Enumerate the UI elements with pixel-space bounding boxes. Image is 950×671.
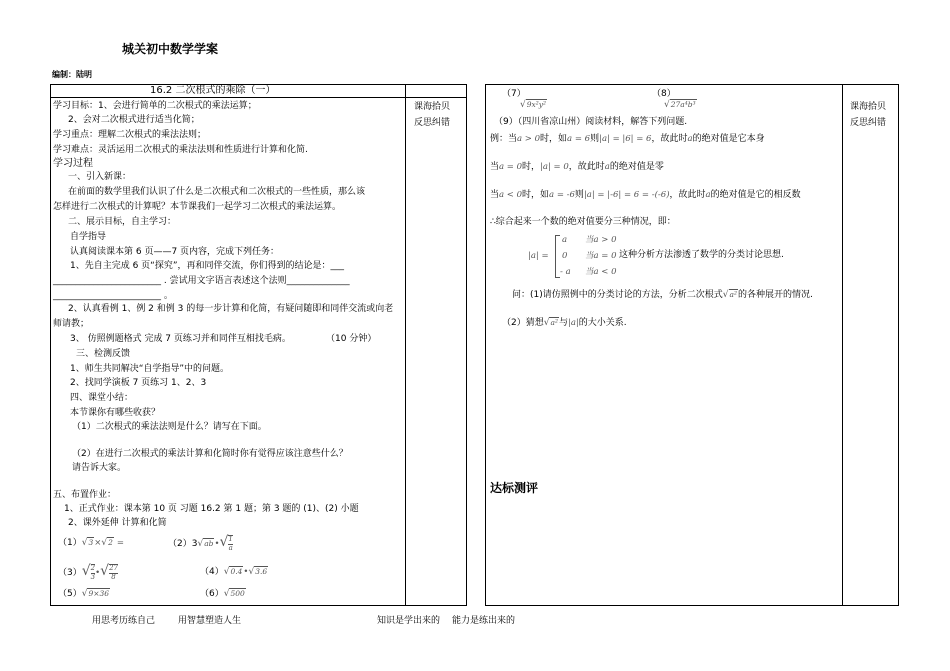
radical: √a² [722, 290, 737, 300]
goal-2: 2、会对二次根式进行适当化简； [68, 115, 200, 125]
summary-question-1: （1）二次根式的乘法法则是什么？请写在下面。 [72, 422, 267, 432]
footer-motto-3: 知识是学出来的 [377, 616, 441, 626]
summary-statement: ∴综合起来一个数的绝对值要分三种情况，即： [490, 217, 676, 227]
exercise-4 [200, 567, 268, 578]
problem-9: （9）（四川省凉山州）阅读材料，解答下列问题. [494, 117, 688, 127]
radical: √ [219, 534, 229, 550]
dot-operator: • [214, 539, 220, 549]
text: 的大小关系. [578, 318, 627, 328]
section-2: 二、展示目标，自主学习： [68, 217, 177, 227]
radical: √27a⁴b³ [664, 99, 696, 110]
side-label-top-right: 课海拾贝 [850, 102, 887, 112]
left-column-divider [405, 84, 406, 606]
tell-everyone: 请告诉大家。 [72, 463, 127, 473]
math-abs: |a| = 0 [540, 162, 569, 172]
task-3: 3、 仿照例题格式 完成 7 页练习并和同伴互相找毛病。 [70, 334, 291, 344]
side-label-bottom-right: 反思纠错 [850, 118, 887, 128]
section-5: 五、布置作业： [53, 490, 117, 500]
text: 时， [522, 162, 541, 172]
task-1-end: ________________________ 。 [53, 291, 173, 301]
key-point: 学习重点：理解二次根式的乘法法则； [53, 130, 207, 140]
text: 时，如 [522, 190, 550, 200]
task-2: 2、认真看例 1、例 2 和例 3 的每一步计算和化简，有疑问随即和同伴交流或向老 [68, 304, 394, 314]
numerator: 1 [228, 535, 233, 544]
piece-1-condition: 当a > 0 [585, 235, 617, 245]
text: 则 [590, 134, 600, 144]
text: ，故此时 [651, 134, 688, 144]
radicand: a² [729, 290, 737, 299]
exercise-2-label: （2）3 [168, 539, 198, 549]
author-line: 编制：陆明 [52, 70, 92, 79]
section-1: 一、引入新课： [68, 172, 132, 182]
process-heading: 学习过程 [53, 158, 93, 169]
radicand: 2 [108, 538, 113, 547]
example-positive [490, 134, 765, 145]
exercise-5-label: （5） [58, 589, 82, 599]
lesson-title: 16.2 二次根式的乘除（一） [150, 85, 276, 96]
exercise-5 [58, 589, 110, 600]
task-1-cont: ________________________ . 尝试用文字语言表述这个法则______________ [53, 276, 350, 286]
operator: × [94, 538, 102, 548]
radicand: 3 [88, 538, 94, 547]
exercise-2 [168, 534, 233, 552]
text: ，故此时 [568, 162, 605, 172]
text: ，故此时 [669, 190, 706, 200]
exercise-3-label: （3） [58, 568, 82, 578]
radical: √ [81, 563, 91, 579]
denominator: 8 [111, 572, 116, 581]
math-abs: |a| [567, 318, 579, 328]
radical: √9×36 [81, 589, 110, 599]
text: 当 [490, 162, 500, 172]
text: 则 [574, 190, 584, 200]
intro-line-1: 在前面的数学里我们认识了什么是二次根式和二次根式的一些性质，那么该 [68, 187, 366, 197]
radicand: a² [550, 318, 558, 327]
piece-2-value: 0 [562, 251, 568, 261]
footer-motto-4: 能力是练出来的 [452, 616, 516, 626]
radical: √3 [81, 538, 94, 548]
homework-2: 2、课外延伸 计算和化简 [68, 518, 167, 528]
radicand: 9x²y² [526, 99, 547, 109]
question-1 [512, 290, 813, 301]
harvest-question: 本节课你有哪些收获？ [70, 408, 161, 418]
math-condition: a > 0 [517, 134, 541, 144]
check-2: 2、找同学演板 7 页练习 1、2、3 [70, 378, 207, 388]
fraction [228, 535, 232, 552]
math-var: a [604, 162, 610, 172]
self-study-guide: 自学指导 [70, 232, 107, 242]
radicand: 27a⁴b³ [670, 99, 696, 109]
problem-7-label: （7） [502, 89, 526, 99]
side-label-top-left: 课海拾贝 [414, 102, 451, 112]
dot-operator: • [243, 567, 249, 577]
piece-3-condition: 当a < 0 [585, 267, 617, 277]
piecewise-lhs: |a| = [528, 251, 549, 261]
section-4: 四、课堂小结： [70, 393, 134, 403]
radicand: 9×36 [88, 589, 110, 598]
side-label-bottom-left: 反思纠错 [414, 118, 451, 128]
school-title: 城关初中数学学案 [122, 42, 219, 56]
math-condition: a = 0 [499, 162, 523, 172]
problem-7 [502, 89, 547, 111]
math-var: a [687, 134, 693, 144]
task-3-time: （10 分钟） [326, 334, 377, 344]
equals-sign: = [116, 538, 125, 548]
example-negative [490, 190, 801, 201]
footer-motto-2: 用智慧塑造人生 [178, 616, 242, 626]
problem-8 [652, 89, 697, 111]
radical: √ab [197, 539, 214, 549]
radicand: 3.6 [255, 567, 268, 576]
radical: √ [100, 563, 110, 579]
task-2-cont: 师请教； [53, 319, 90, 329]
piece-3-value: - a [560, 267, 571, 277]
text: 的绝对值是它的相反数 [710, 190, 801, 200]
piecewise-note: 这种分析方法渗透了数学的分类讨论思想. [619, 250, 784, 260]
math-value: a = 6 [567, 134, 591, 144]
left-title-rule [50, 97, 467, 98]
dot-operator: • [95, 568, 101, 578]
math-abs: |a| = |6| = 6 [599, 134, 652, 144]
radicand: 500 [230, 589, 245, 598]
example-zero [490, 162, 664, 173]
math-condition: a < 0 [499, 190, 523, 200]
homework-1: 1、正式作业：课本第 10 页 习题 16.2 第 1 题；第 3 题的 (1)、(2) 小题 [64, 504, 359, 514]
denominator: a [228, 543, 233, 552]
exercise-6 [200, 589, 246, 600]
intro-line-2: 怎样进行二次根式的计算呢？本节课我们一起学习二次根式的乘法运算。 [53, 202, 342, 212]
text: 当 [490, 190, 500, 200]
piece-2-condition: 当a = 0 [585, 251, 617, 261]
radical: √3.6 [248, 567, 268, 577]
denominator: 3 [90, 572, 96, 581]
right-column-divider [842, 84, 843, 606]
text: 例：当 [490, 134, 518, 144]
fraction [109, 564, 118, 581]
reading-task: 认真阅读课本第 6 页——7 页内容，完成下列任务： [70, 247, 280, 257]
exercise-1 [58, 538, 124, 549]
test-section-title: 达标测评 [490, 481, 539, 495]
summary-question-2: （2）在进行二次根式的乘法计算和化简时你有觉得应该注意些什么？ [72, 449, 348, 459]
radical: √9x²y² [520, 99, 547, 110]
difficulty: 学习难点：灵活运用二次根式的乘法法则和性质进行计算和化简. [53, 145, 308, 155]
exercise-1-label: （1） [58, 538, 82, 548]
question-2 [502, 318, 627, 329]
text: 问：(1)请仿照例中的分类讨论的方法，分析二次根式 [512, 290, 723, 300]
piece-1-value: a [562, 235, 568, 245]
radical: √2 [101, 538, 113, 548]
radicand: 0.4 [230, 567, 243, 576]
radical: √500 [223, 589, 245, 599]
footer-motto-1: 用思考历练自己 [92, 616, 156, 626]
math-value: a = -6 [549, 190, 575, 200]
text: 的各种展开的情况. [737, 290, 813, 300]
problem-8-label: （8） [652, 89, 676, 99]
text: 与 [558, 318, 568, 328]
radical: √a² [543, 318, 558, 328]
text: 的绝对值是零 [609, 162, 664, 172]
text: （2）猜想 [502, 318, 544, 328]
exercise-6-label: （6） [200, 589, 224, 599]
math-var: a [705, 190, 711, 200]
text: 的绝对值是它本身 [692, 134, 765, 144]
radicand: ab [204, 539, 214, 548]
check-1: 1、师生共同解决“自学指导”中的问题。 [70, 364, 230, 374]
exercise-4-label: （4） [200, 567, 224, 577]
section-3: 三、检测反馈 [76, 349, 131, 359]
exercise-3 [58, 563, 118, 581]
text: 时，如 [540, 134, 568, 144]
radical: √0.4 [223, 567, 243, 577]
numerator: 2 [90, 564, 96, 573]
task-1: 1、先自主完成 6 页“探究”，再和同伴交流，你们得到的结论是：___ [70, 261, 345, 271]
math-abs: |a| = |-6| = 6 = -(-6) [583, 190, 670, 200]
goal-1: 学习目标：1、会进行简单的二次根式的乘法运算； [53, 101, 257, 111]
numerator: 27 [109, 564, 118, 573]
